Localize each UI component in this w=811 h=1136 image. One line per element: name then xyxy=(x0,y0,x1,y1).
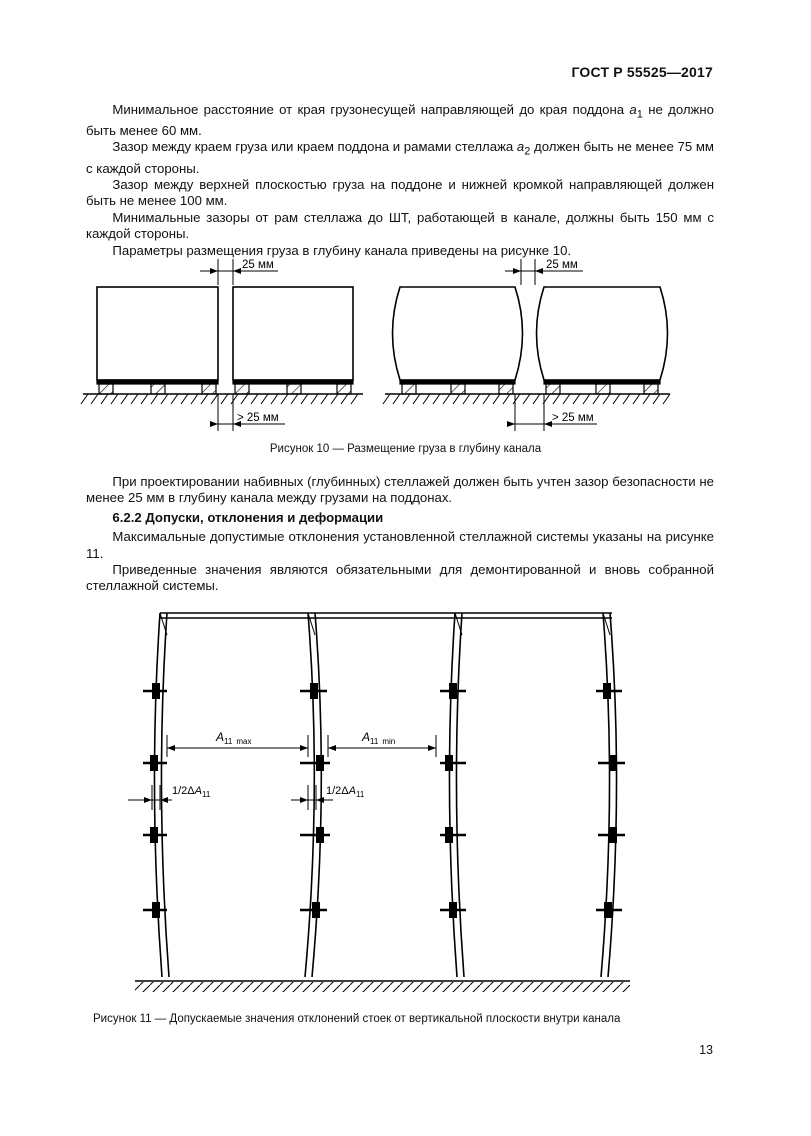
load-barrel-1 xyxy=(393,287,523,380)
paragraph-rack-gap: Зазор между краем груза или краем поддона и рамами стеллажа $a_2$ должен быть не менее 75 мм с каждой стороны. xyxy=(86,139,714,176)
load-barrel-2 xyxy=(537,287,668,380)
label-half-delta-left: $1/2\Delta A_{11}$ xyxy=(172,785,211,799)
page-number: 13 xyxy=(699,1043,713,1057)
figure-11-caption: Рисунок 11 — Допускаемые значения отклонений стоек от вертикальной плоскости внутри канала xyxy=(93,1013,621,1025)
label-half-delta-right: $1/2\Delta A_{11}$ xyxy=(326,785,365,799)
paragraph-mandatory-values: Приведенные значения являются обязательными для демонтированной и вновь собранной стеллажной системы. xyxy=(86,562,714,594)
dim-top-right: 25 мм xyxy=(546,259,578,271)
top-beam xyxy=(160,613,612,618)
paragraph-safety-gap: При проектировании набивных (глубинных) стеллажей должен быть учтен зазор безопасности не менее 25 мм в глубину канала между грузами на поддонах. xyxy=(86,474,714,506)
dim-bottom-left: > 25 мм xyxy=(237,412,279,424)
floor xyxy=(135,981,630,992)
ground-line xyxy=(81,394,670,404)
section-heading: 6.2.2 Допуски, отклонения и деформации xyxy=(112,509,384,525)
text-block-top xyxy=(86,102,714,259)
dim-top-left: 25 мм xyxy=(242,259,274,271)
figure-10-caption: Рисунок 10 — Размещение груза в глубину канала xyxy=(269,443,542,455)
dimension-half-delta-left xyxy=(128,785,172,810)
paragraph-top-gap: Зазор между верхней плоскостью груза на поддоне и нижней кромкой направляющей должен быть не менее 100 мм. xyxy=(86,176,714,209)
paragraph-forklift-gap: Минимальные зазоры от рам стеллажа до ШТ, работающей в канале, должны быть 150 мм с каждой стороны. xyxy=(86,209,714,242)
label-a11-min: $A_{11}$ min xyxy=(362,730,396,746)
uprights xyxy=(154,613,616,977)
load-box-2 xyxy=(233,287,353,380)
figure-10 xyxy=(0,255,811,435)
figure-11 xyxy=(0,605,811,1005)
dim-bottom-right: > 25 мм xyxy=(552,412,594,424)
text-block-middle xyxy=(86,474,714,595)
label-a11-max: $A_{11}$ max xyxy=(216,730,252,746)
paragraph-pallet-edge: Минимальное расстояние от края грузонесущей направляющей до края поддона $a_1$ не должно быть менее 60 мм. xyxy=(86,102,714,139)
beam-connectors xyxy=(143,691,625,910)
load-box-1 xyxy=(97,287,218,380)
upright-connectors xyxy=(160,613,610,635)
document-header: ГОСТ Р 55525—2017 xyxy=(571,64,713,80)
paragraph-fig10-ref: Параметры размещения груза в глубину канала приведены на рисунке 10. xyxy=(112,242,572,258)
beam-connector-blocks xyxy=(150,683,617,918)
pallets xyxy=(97,380,660,394)
paragraph-max-deviation: Максимальные допустимые отклонения установленной стеллажной системы указаны на рисунке 11. xyxy=(86,529,714,561)
